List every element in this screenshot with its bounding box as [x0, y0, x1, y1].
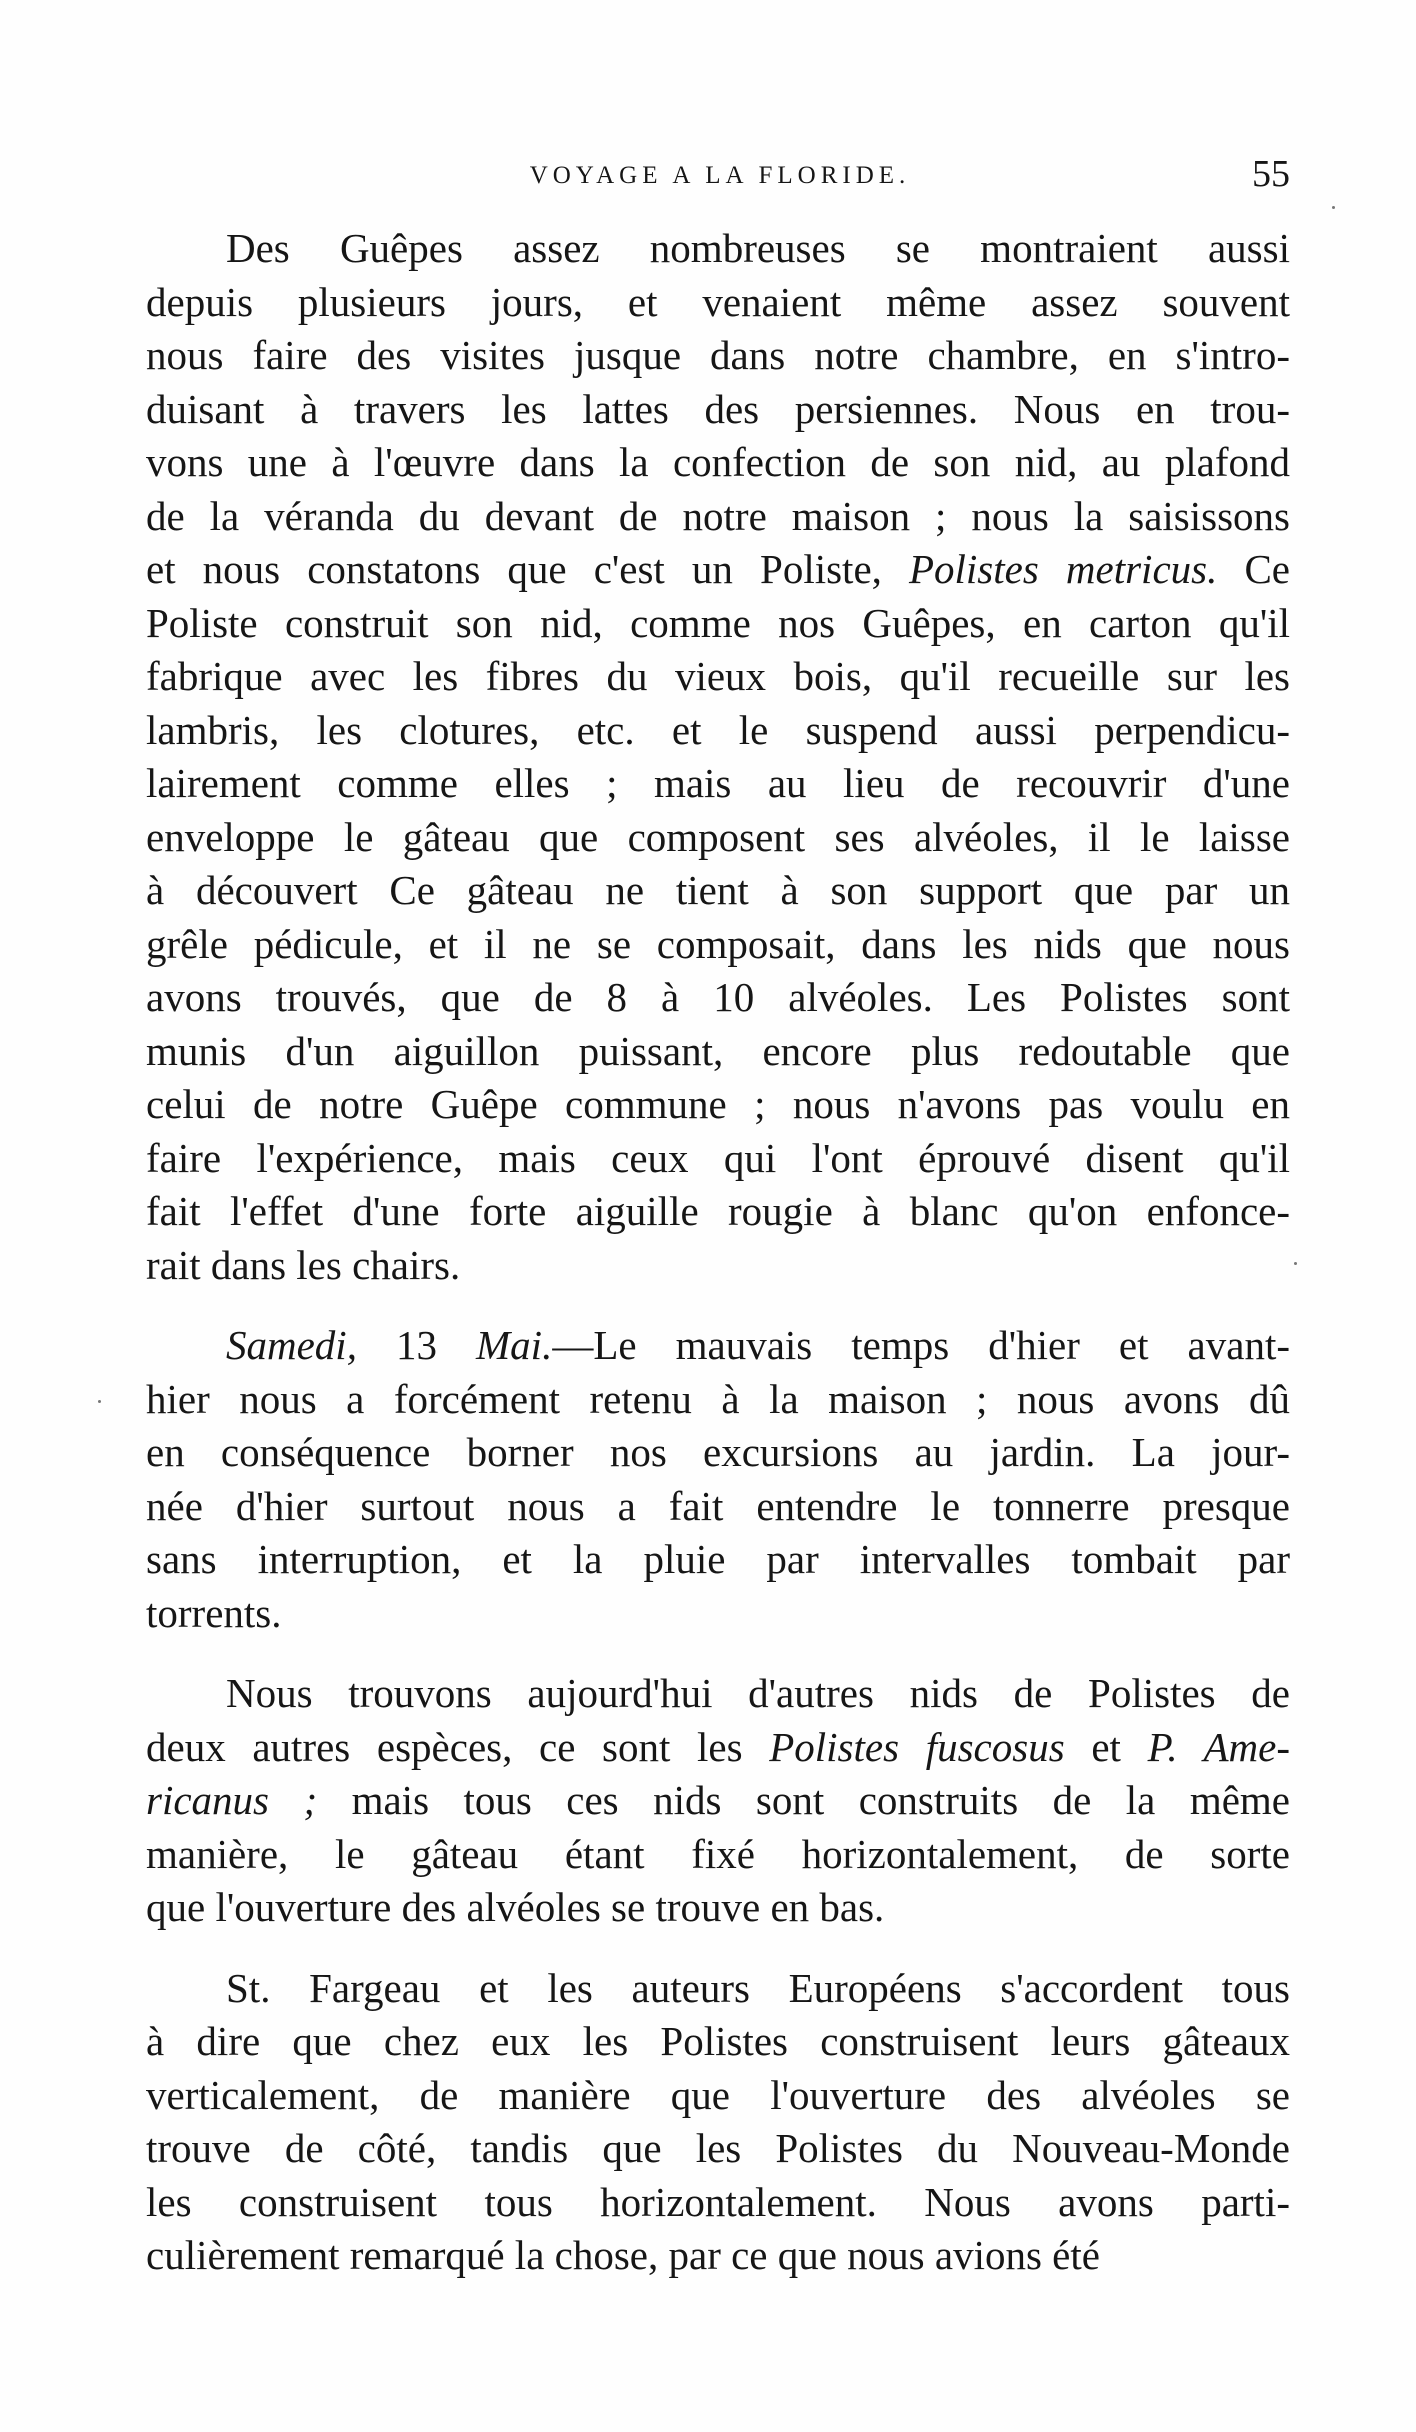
paper-speck	[1332, 206, 1335, 209]
text-line	[146, 1025, 1290, 1079]
text-line	[146, 543, 1290, 597]
text-segment: munis d'un aiguillon puissant, encore plus redoutable que	[146, 1027, 1290, 1074]
text-segment: les construisent tous horizontalement. Nous avons parti-	[146, 2178, 1290, 2225]
text-line	[146, 1426, 1290, 1480]
text-line	[146, 971, 1290, 1025]
text-line	[146, 1185, 1290, 1239]
text-line	[146, 918, 1290, 972]
text-line	[146, 2122, 1290, 2176]
text-segment: née d'hier surtout nous a fait entendre le tonnerre presque	[146, 1482, 1290, 1529]
text-segment: que l'ouverture des alvéoles se trouve en bas.	[146, 1884, 885, 1930]
text-line	[146, 276, 1290, 330]
paragraph	[146, 1319, 1290, 1640]
italic-text: P. Ame-	[1147, 1723, 1290, 1770]
text-segment: et nous constatons que c'est un Poliste,	[146, 546, 909, 592]
text-segment: en conséquence borner nos excursions au jardin. La jour-	[146, 1429, 1290, 1475]
text-segment: trouve de côté, tandis que les Polistes du Nouveau-Monde	[146, 2125, 1290, 2171]
italic-text: Samedi,	[226, 1322, 357, 1368]
text-segment: torrents.	[146, 1589, 282, 1636]
text-segment: lairement comme elles ; mais au lieu de recouvrir d'une	[146, 760, 1290, 806]
paper-speck	[1294, 1262, 1297, 1265]
text-segment: enveloppe le gâteau que composent ses alvéoles, il le laisse	[146, 813, 1290, 860]
text-line	[146, 1721, 1290, 1775]
running-head	[150, 150, 1290, 200]
text-segment: fait l'effet d'une forte aiguille rougie à blanc qu'on enfonce-	[146, 1188, 1290, 1234]
text-line	[146, 1239, 1290, 1293]
text-line	[146, 436, 1290, 490]
text-segment: deux autres espèces, ce sont les	[146, 1723, 770, 1770]
text-line	[146, 1319, 1290, 1373]
text-segment: lambris, les clotures, etc. et le suspend aussi perpendicu-	[146, 706, 1290, 753]
text-segment: de la véranda du devant de notre maison ; nous la saisissons	[146, 492, 1290, 539]
italic-text: ricanus ;	[146, 1777, 318, 1823]
text-line	[146, 1373, 1290, 1427]
text-line	[146, 757, 1290, 811]
text-segment: 13	[356, 1322, 477, 1368]
text-segment: grêle pédicule, et il ne se composait, dans les nids que nous	[146, 920, 1290, 967]
text-line	[146, 864, 1290, 918]
paragraph	[146, 1962, 1290, 2283]
text-segment: Ce	[1217, 546, 1290, 592]
text-segment: manière, le gâteau étant fixé horizontalement, de sorte	[146, 1830, 1290, 1877]
text-line	[146, 1962, 1290, 2016]
italic-text: Mai.	[476, 1322, 553, 1368]
text-line	[146, 811, 1290, 865]
text-segment: mais tous ces nids sont construits de la même	[317, 1777, 1290, 1823]
body-text	[146, 222, 1290, 2283]
text-segment: Des Guêpes assez nombreuses se montraient aussi	[226, 225, 1290, 271]
text-segment: sans interruption, et la pluie par intervalles tombait par	[146, 1536, 1290, 1582]
text-line	[146, 1881, 1290, 1935]
text-segment: depuis plusieurs jours, et venaient même assez souvent	[146, 278, 1290, 325]
italic-text: Polistes fuscosus	[769, 1723, 1065, 1770]
text-segment: fabrique avec les fibres du vieux bois, qu'il recueille sur les	[146, 653, 1290, 699]
text-segment: rait dans les chairs.	[146, 1241, 461, 1288]
text-segment: avons trouvés, que de 8 à 10 alvéoles. Les Polistes sont	[146, 974, 1290, 1020]
text-line	[146, 1667, 1290, 1721]
text-segment: culièrement remarqué la chose, par ce que nous avions été	[146, 2232, 1100, 2278]
text-line	[146, 329, 1290, 383]
text-segment: Nous trouvons aujourd'hui d'autres nids de Polistes de	[226, 1670, 1290, 1716]
text-segment: à découvert Ce gâteau ne tient à son support que par un	[146, 867, 1290, 913]
text-line	[146, 650, 1290, 704]
italic-text: Polistes metricus.	[908, 546, 1218, 592]
paragraph	[146, 1667, 1290, 1935]
paragraph	[146, 222, 1290, 1292]
text-segment: duisant à travers les lattes des persiennes. Nous en trou-	[146, 385, 1290, 432]
text-line	[146, 1533, 1290, 1587]
text-line	[146, 383, 1290, 437]
text-segment: verticalement, de manière que l'ouverture des alvéoles se	[146, 2071, 1290, 2118]
text-line	[146, 1587, 1290, 1641]
text-line	[146, 490, 1290, 544]
text-line	[146, 1828, 1290, 1882]
text-line	[146, 704, 1290, 758]
text-segment: vons une à l'œuvre dans la confection de son nid, au plafond	[146, 439, 1290, 485]
page-number: 55	[1252, 153, 1290, 195]
text-line	[146, 1774, 1290, 1828]
text-line	[146, 2229, 1290, 2283]
text-segment: et	[1064, 1723, 1148, 1770]
text-segment: St. Fargeau et les auteurs Européens s'accordent tous	[226, 1964, 1290, 2011]
text-segment: à dire que chez eux les Polistes construisent leurs gâteaux	[146, 2018, 1290, 2064]
text-segment: nous faire des visites jusque dans notre chambre, en s'intro-	[146, 332, 1290, 378]
text-line	[146, 1480, 1290, 1534]
text-segment: —Le mauvais temps d'hier et avant-	[552, 1322, 1290, 1368]
text-line	[146, 2176, 1290, 2230]
running-title: VOYAGE A LA FLORIDE.	[529, 162, 911, 189]
text-line	[146, 1132, 1290, 1186]
text-segment: celui de notre Guêpe commune ; nous n'avons pas voulu en	[146, 1081, 1290, 1127]
text-line	[146, 1078, 1290, 1132]
text-line	[146, 222, 1290, 276]
text-line	[146, 2069, 1290, 2123]
text-segment: faire l'expérience, mais ceux qui l'ont éprouvé disent qu'il	[146, 1134, 1290, 1181]
text-segment: hier nous a forcément retenu à la maison ; nous avons dû	[146, 1375, 1290, 1422]
text-segment: Poliste construit son nid, comme nos Guêpes, en carton qu'il	[146, 599, 1290, 646]
text-line	[146, 2015, 1290, 2069]
paper-speck	[98, 1400, 101, 1403]
text-line	[146, 597, 1290, 651]
